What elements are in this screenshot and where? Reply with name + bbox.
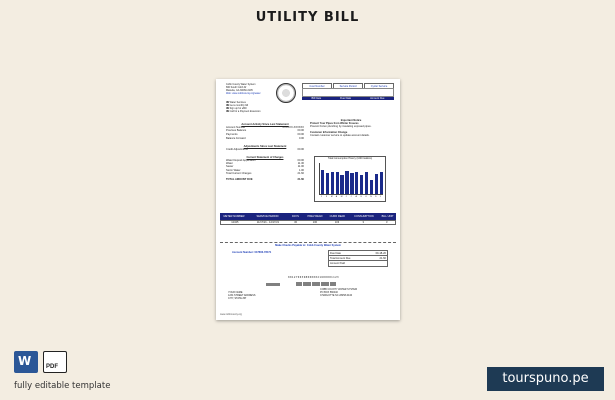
county-seal-icon	[276, 83, 296, 103]
return-title: Make Checks Payable to: Cobb County Water System	[275, 244, 341, 247]
return-box-row: Total Amount Due 21.60	[330, 256, 386, 260]
charge-row: Total Current Charges 21.60	[226, 171, 304, 175]
charge-row: Water 11.30	[226, 162, 304, 166]
return-box-row: Amount Paid	[329, 260, 387, 265]
consumption-chart	[314, 156, 386, 202]
header-box-period: Service Period	[333, 83, 363, 89]
chart-bar	[355, 172, 358, 194]
account-section-title: Account Activity Since Last Statement	[241, 123, 289, 126]
notice-heading: Protect Your Pipes from Winter Freezes	[310, 122, 359, 126]
phone-item: ☎ Sign up for eBill	[226, 107, 247, 110]
chart-bar	[336, 172, 339, 194]
charge-row: Sewer 11.00	[226, 165, 304, 169]
scan-line: 00127003980000021600001123	[288, 276, 340, 279]
header-box-cust: Cust Number	[302, 83, 332, 89]
pdf-file-icon	[43, 351, 67, 373]
chart-tick-label: M	[330, 196, 333, 198]
chart-tick-label: M	[340, 196, 343, 198]
current-charges-title: Current Statement of Charges	[246, 155, 284, 159]
notice-title: Important Notice	[340, 119, 362, 122]
account-row: Balance Forward 0.00	[226, 136, 304, 140]
chart-bar	[370, 180, 373, 194]
file-format-icons	[14, 351, 67, 373]
phone-item: ☎ Call for a Payment Extension	[226, 110, 261, 113]
chart-bar	[340, 175, 343, 194]
chart-tick-label: J	[380, 196, 382, 198]
postal-barcode-icon	[296, 282, 336, 286]
chart-bar	[380, 172, 383, 194]
chart-tick-label: N	[370, 196, 372, 198]
account-row: Previous Balance 00.00	[226, 129, 304, 133]
meter-header: METER NUMBER SERVICE PERIOD DAYS PREV READ CURR READ CONSUMPTION BILL UNIT	[220, 213, 396, 220]
chart-tick-label: J	[321, 196, 322, 198]
phone-item: ☎ Get a monthly bill	[226, 104, 249, 107]
chart-tick-label: S	[360, 196, 362, 198]
company-name: Cobb County Water System	[226, 83, 256, 86]
chart-tick-label: O	[365, 196, 367, 198]
chart-plot-area	[319, 163, 383, 198]
word-file-icon	[14, 351, 38, 373]
template-caption: fully editable template	[14, 381, 111, 391]
chart-tick-label: J	[350, 196, 352, 198]
chart-title: Total Consumption History (1000 Gallons)	[327, 157, 373, 160]
header-sub-bill-date: Bill Date	[311, 97, 322, 100]
return-account: Account Number: 047683-78471	[232, 251, 272, 254]
chart-tick-label: A	[335, 196, 338, 198]
header-sub-bar	[302, 97, 394, 100]
notice-text: Contact customer service to update account details.	[310, 133, 370, 137]
header-box-body	[302, 88, 394, 97]
mail-to: COBB COUNTY WATER SYSTEM PO BOX 580440 CHARLOTTE NC 28258-0440	[320, 288, 358, 297]
pdf-label: PDF	[46, 364, 58, 370]
chart-tick-label: F	[325, 196, 328, 198]
meter-row: 12345 11/17/21 - 12/17/21 30 100 103 3 3	[220, 220, 396, 225]
chart-tick-label: D	[375, 196, 377, 198]
charge-row: Storm Water 1.00	[226, 168, 304, 172]
charge-row: Water Deposit Application 00.00	[226, 158, 304, 162]
chart-bar	[345, 171, 348, 194]
phone-item: ☎ Water Services	[226, 101, 246, 104]
chart-tick-label: J	[345, 196, 347, 198]
company-web: Web: www.cobbcounty.org/water	[226, 92, 261, 95]
company-block	[226, 83, 274, 95]
company-city: Marietta, GA 30060-3105	[226, 89, 253, 92]
adjustments-title: Adjustments Since Last Statement	[243, 145, 287, 149]
chart-bar	[331, 172, 334, 194]
chart-bar	[360, 175, 363, 194]
chart-bar	[365, 172, 368, 194]
header-sub-amount: Amount Due	[370, 97, 385, 100]
header-sub-due-date: Due Date	[340, 97, 352, 100]
bill-footer: www.cobbcounty.org	[220, 313, 242, 316]
notice-heading: Customer Information Change	[310, 130, 348, 134]
header-box-cycle: Cycle/ Service	[364, 83, 394, 89]
account-row: Payments 00.00	[226, 132, 304, 136]
company-address: 660 South Cobb Dr	[226, 86, 247, 89]
return-box-row: Due Date 09-18-20	[330, 251, 386, 255]
brand-badge[interactable]: tourspuno.pe	[487, 367, 604, 391]
chart-bar	[350, 173, 353, 194]
chart-bar	[321, 170, 324, 194]
notice-text: Prevent frozen plumbing by insulating exposed pipes.	[310, 125, 372, 129]
meter-table	[220, 213, 396, 225]
chart-bar	[375, 174, 378, 194]
bill-document	[216, 79, 400, 320]
account-activity	[226, 123, 304, 181]
chart-bar	[326, 173, 329, 194]
cut-line	[220, 242, 396, 243]
phone-list	[226, 101, 286, 113]
mail-from: YOUR NAME 1234 STREET ADDRESS CITY, STATE ZIP	[228, 291, 256, 300]
notice-block	[310, 119, 392, 137]
barcode-icon	[266, 283, 280, 286]
page-title: UTILITY BILL	[255, 10, 360, 25]
account-row: Account Number XXXXXX-XXXXXX	[226, 126, 304, 130]
chart-tick-label: A	[355, 196, 357, 198]
total-row: TOTAL AMOUNT DUE 21.60	[226, 178, 304, 182]
return-boxes	[328, 250, 388, 267]
adjustments-row: Credit Adjustments 00.00	[226, 148, 304, 152]
